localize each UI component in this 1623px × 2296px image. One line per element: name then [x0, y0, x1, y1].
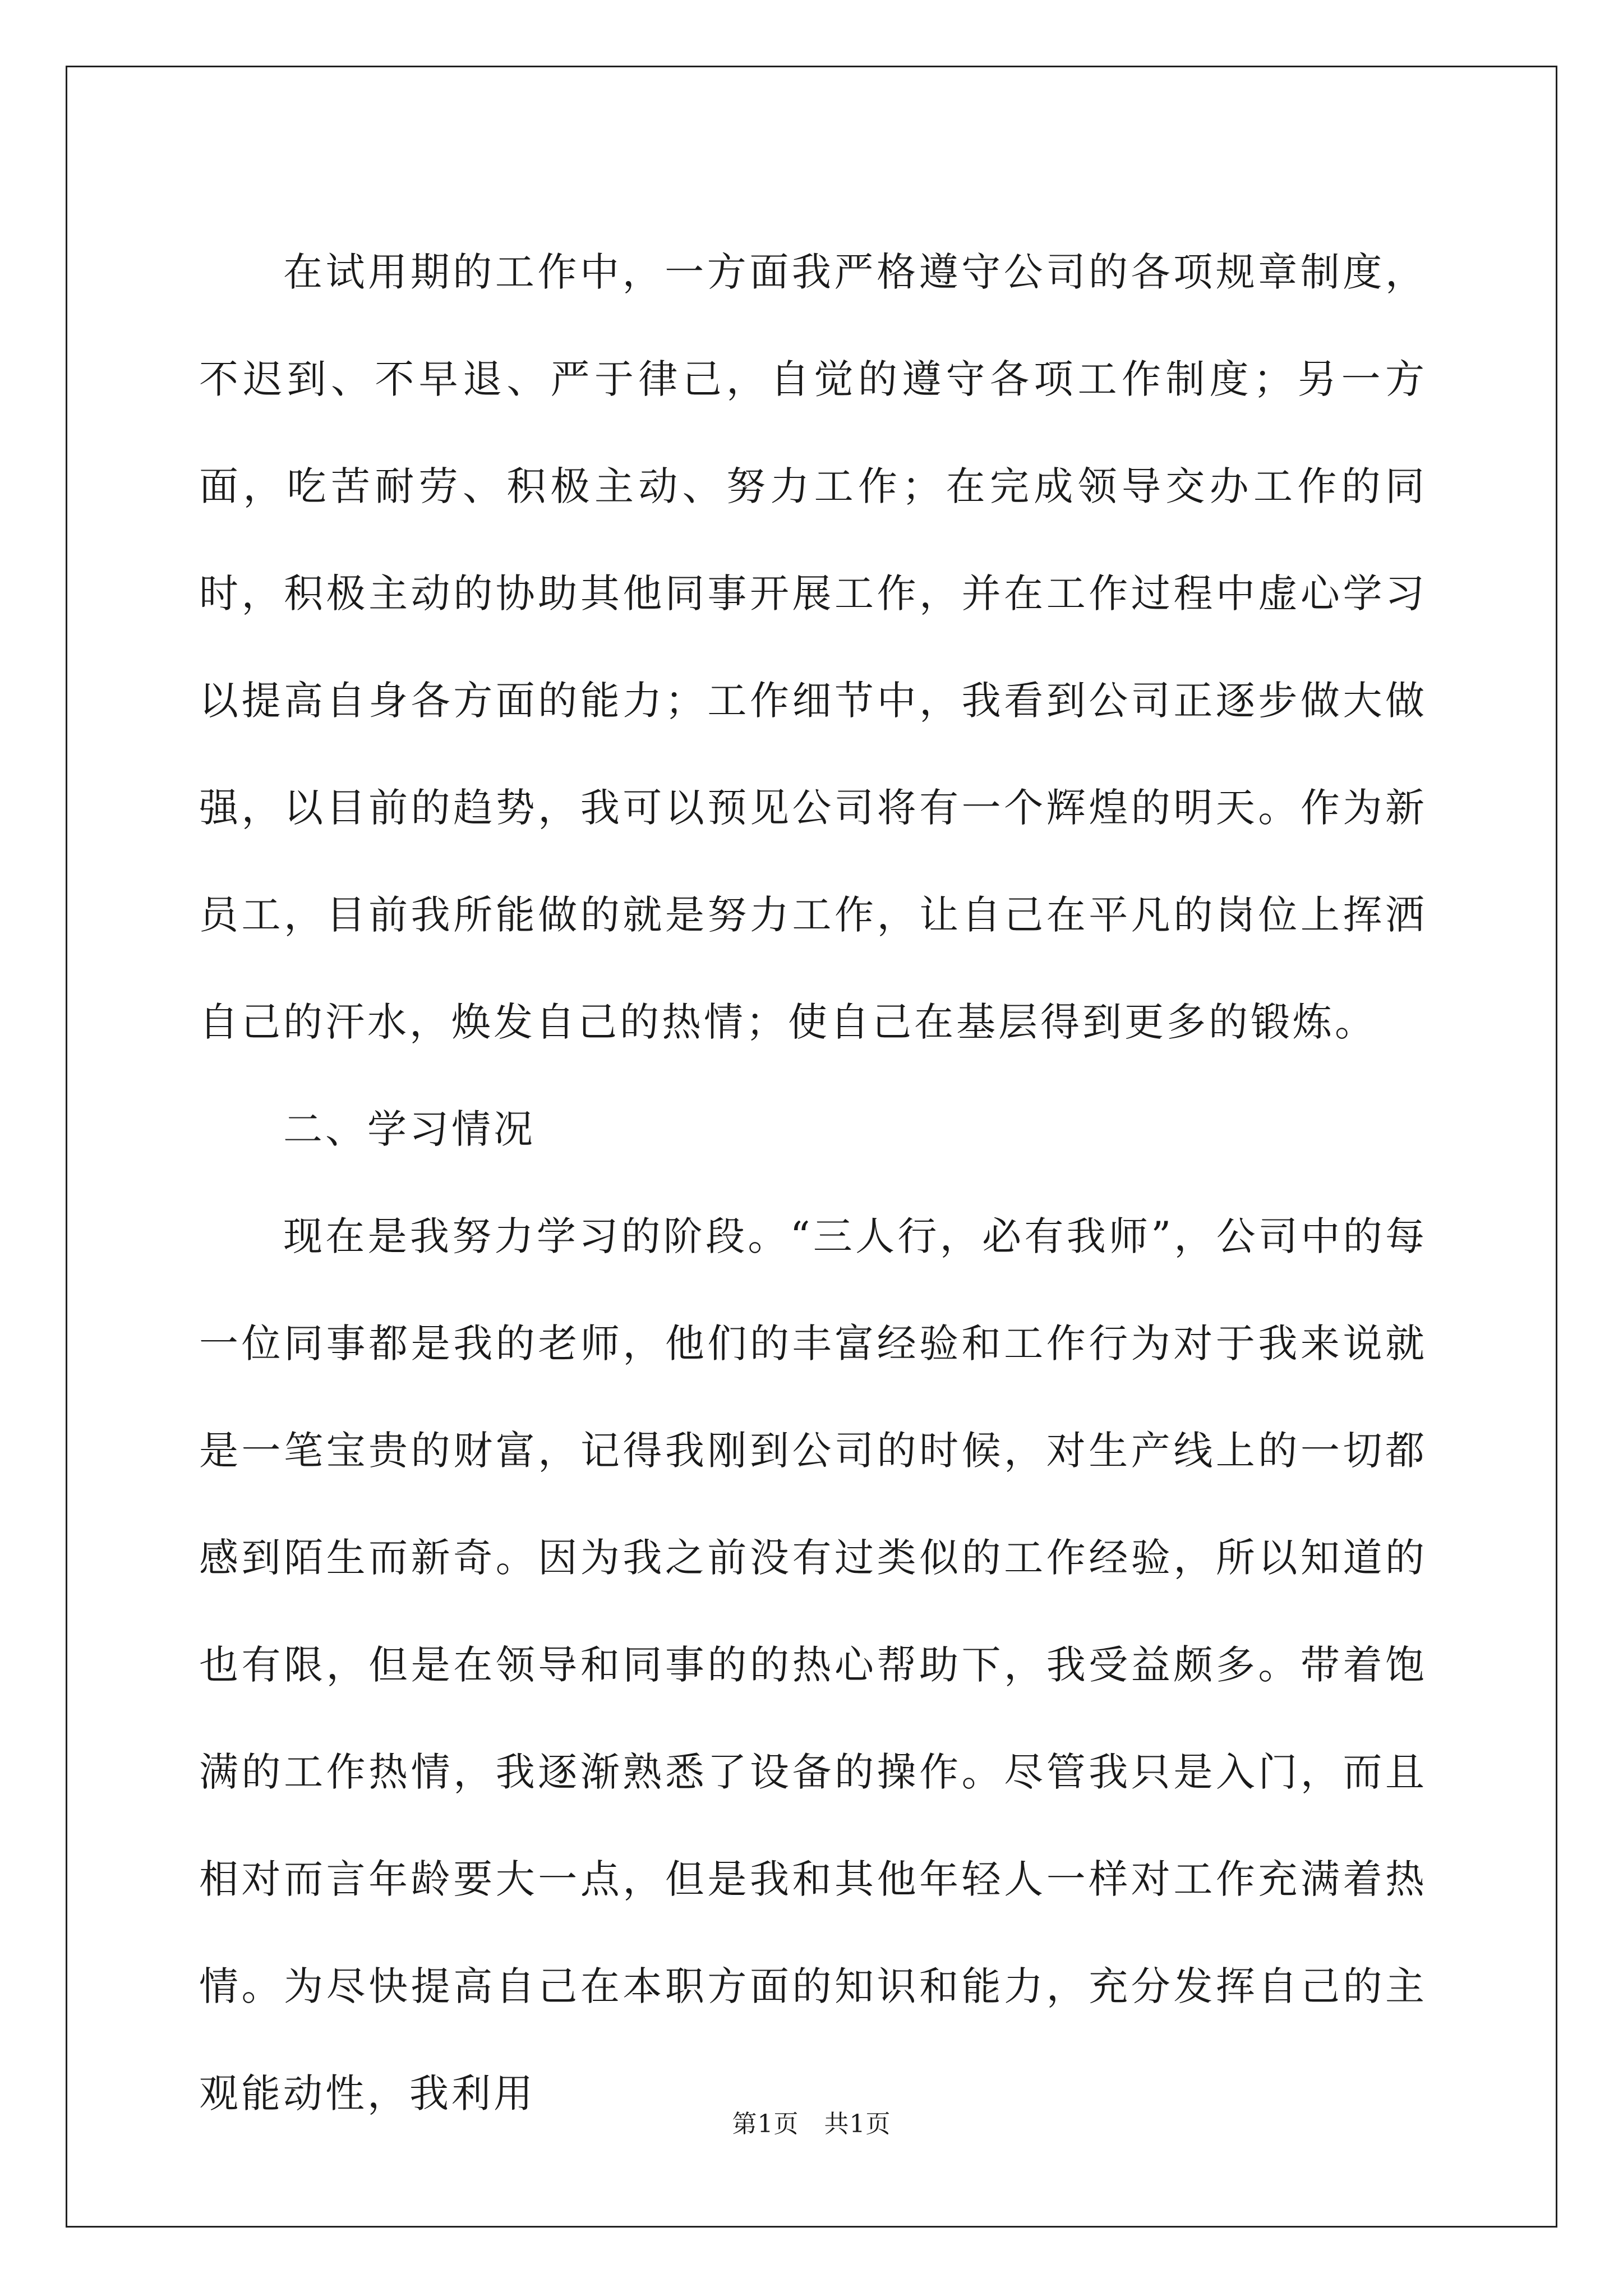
section-heading-study: 二、学习情况 — [283, 1106, 536, 1152]
document-body — [199, 219, 1427, 2147]
paragraph-work-attitude: 在试用期的工作中，一方面我严格遵守公司的各项规章制度，不迟到、不早退、严于律己，自觉的遵守各项工作制度；另一方面，吃苦耐劳、积极主动、努力工作；在完成领导交办工作的同时，积极主动的协助其他同事开展工作，并在工作过程中虚心学习以提高自身各方面的能力；工作细节中，我看到公司正逐步做大做强，以目前的趋势，我可以预见公司将有一个辉煌的明天。作为新员工，目前我所能做的就是努力工作，让自己在平凡的岗位上挥洒自己的汗水，焕发自己的热情；使自己在基层得到更多的锻炼。 — [199, 249, 1427, 1045]
paragraph-study: 现在是我努力学习的阶段。“三人行，必有我师”，公司中的每一位同事都是我的老师，他们的丰富经验和工作行为对于我来说就是一笔宝贵的财富，记得我刚到公司的时候，对生产线上的一切都感到陌生而新奇。因为我之前没有过类似的工作经验，所以知道的也有限，但是在领导和同事的的热心帮助下，我受益颇多。带着饱满的工作热情，我逐渐熟悉了设备的操作。尽管我只是入门，而且相对而言年龄要大一点，但是我和其他年轻人一样对工作充满着热情。为尽快提高自己在本职方面的知识和能力，充分发挥自己的主观能动性，我利用 — [199, 1213, 1427, 2116]
page-footer: 第1页 共1页 — [732, 2110, 891, 2138]
